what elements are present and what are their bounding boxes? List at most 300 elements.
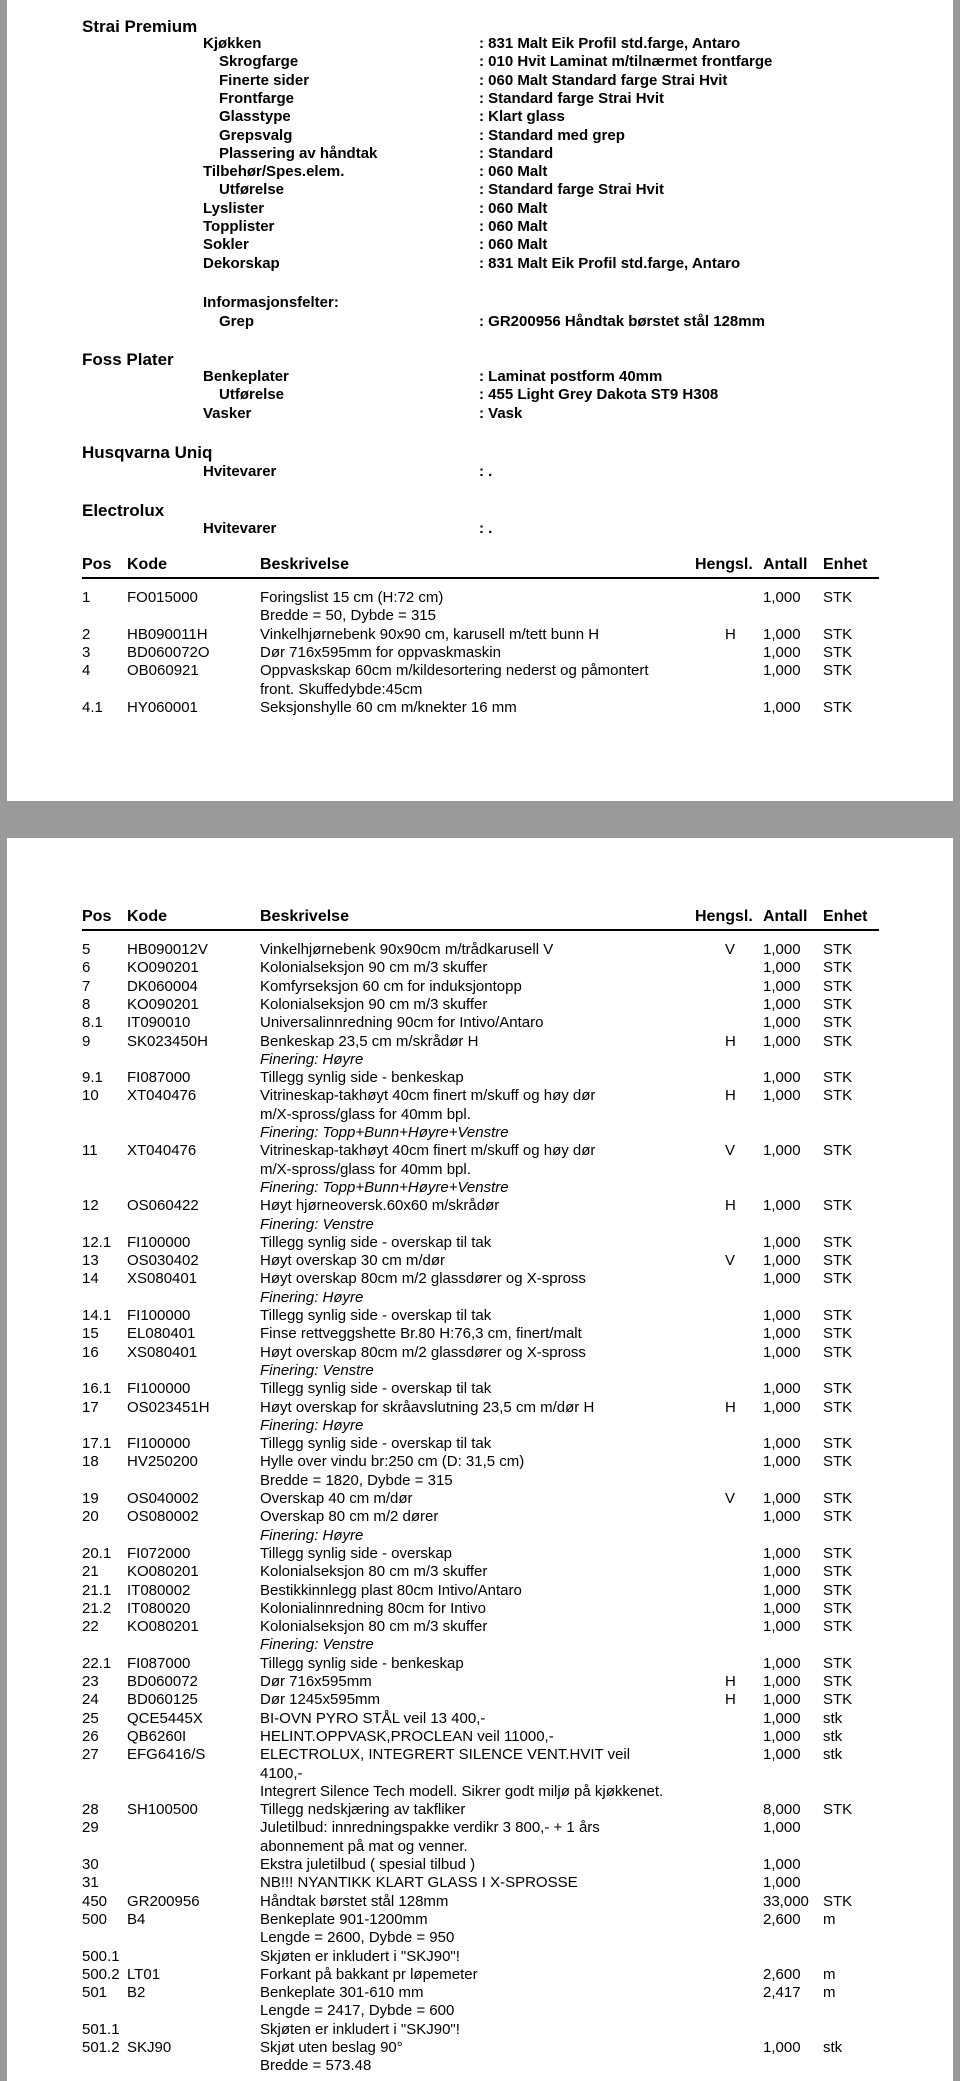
cell-kode: KO080201 [127, 1563, 199, 1581]
cell-enhet: STK [823, 1325, 853, 1343]
table-row [7, 1545, 953, 1563]
table-row [7, 1838, 953, 1856]
spec-label: Glasstype [219, 108, 291, 126]
table-row [7, 1490, 953, 1508]
cell-pos: 11 [82, 1142, 98, 1160]
cell-beskrivelse: Finering: Høyre [260, 1526, 364, 1544]
cell-kode: GR200956 [127, 1892, 200, 1910]
cell-antall: 8,000 [763, 1801, 801, 1819]
table-row [7, 1344, 953, 1362]
cell-antall: 1,000 [763, 1087, 801, 1105]
table-row [7, 1197, 953, 1215]
cell-antall: 1,000 [763, 1398, 801, 1416]
col-kode: Kode [127, 908, 167, 925]
cell-antall: 1,000 [763, 1252, 801, 1270]
table-row [7, 644, 953, 662]
cell-beskrivelse: Overskap 40 cm m/dør [260, 1490, 413, 1507]
cell-beskrivelse: Vinkelhjørnebenk 90x90 cm, karusell m/tett bunn H [260, 625, 600, 643]
cell-antall: 1,000 [763, 1544, 801, 1562]
cell-pos: 10 [82, 1087, 99, 1105]
cell-antall: 33,000 [763, 1892, 809, 1910]
cell-enhet: STK [823, 1343, 853, 1361]
spec-value: : 831 Malt Eik Profil std.farge, Antaro [479, 35, 741, 52]
table-row [7, 1563, 953, 1581]
table-row [7, 1710, 953, 1728]
table-row [7, 1966, 953, 1984]
spec-label: Tilbehør/Spes.elem. [203, 163, 345, 181]
table-row [7, 1380, 953, 1398]
cell-hengsl: H [725, 1032, 736, 1050]
table-row [7, 1270, 953, 1288]
cell-beskrivelse: abonnement på mat og venner. [260, 1837, 468, 1855]
table-row [7, 2002, 953, 2020]
cell-beskrivelse: Overskap 80 cm m/2 dører [260, 1508, 439, 1526]
cell-antall: 1,000 [763, 1654, 801, 1672]
spec-value: : 831 Malt Eik Profil std.farge, Antaro [479, 254, 741, 272]
cell-enhet: STK [823, 1508, 853, 1526]
cell-kode: OS040002 [127, 1490, 199, 1507]
cell-enhet: STK [823, 1380, 853, 1398]
cell-antall: 2,600 [763, 1910, 801, 1928]
hvitevarer-value-2: : . [479, 520, 493, 537]
cell-pos: 27 [82, 1746, 99, 1764]
table-row [7, 2039, 953, 2057]
table-row [7, 1087, 953, 1105]
section-title-strai: Strai Premium [82, 17, 198, 36]
table-row [7, 1929, 953, 1947]
cell-enhet: m [823, 1910, 836, 1928]
table-row [7, 1874, 953, 1892]
page-2 [7, 838, 953, 2081]
cell-antall: 1,000 [763, 643, 801, 661]
cell-beskrivelse: front. Skuffedybde:45cm [260, 680, 423, 698]
cell-beskrivelse: Skjøten er inkludert i "SKJ90"! [260, 1947, 460, 1965]
cell-pos: 14 [82, 1270, 99, 1288]
spec-value: : 060 Malt [479, 236, 548, 254]
cell-beskrivelse: Benkeskap 23,5 cm m/skrådør H [260, 1032, 479, 1050]
cell-kode: DK060004 [127, 977, 198, 995]
cell-antall: 1,000 [763, 941, 801, 958]
cell-antall: 1,000 [763, 2039, 801, 2056]
cell-beskrivelse: Finering: Høyre [260, 1288, 364, 1306]
cell-enhet: STK [823, 1490, 853, 1507]
cell-enhet: m [823, 1965, 836, 1983]
cell-kode: HV250200 [127, 1453, 198, 1471]
cell-beskrivelse: Forkant på bakkant pr løpemeter [260, 1965, 478, 1983]
table-row [7, 626, 953, 644]
cell-pos: 16 [82, 1343, 99, 1361]
cell-antall: 2,417 [763, 1984, 801, 2002]
cell-pos: 8 [82, 995, 91, 1013]
spec-label: Finerte sider [219, 71, 310, 89]
spec-label: Utførelse [219, 181, 285, 199]
hvitevarer-label-2: Hvitevarer [203, 520, 277, 537]
table-row [7, 996, 953, 1014]
cell-kode: B2 [127, 1984, 146, 2002]
table-row [7, 607, 953, 625]
cell-antall: 1,000 [763, 589, 801, 606]
spec-value: : Klart glass [479, 108, 565, 126]
cell-enhet: m [823, 1984, 836, 2002]
cell-pos: 26 [82, 1727, 99, 1745]
cell-beskrivelse: Tillegg synlig side - overskap [260, 1544, 453, 1562]
cell-enhet: STK [823, 643, 853, 661]
cell-beskrivelse: Kolonialseksjon 90 cm m/3 skuffer [260, 995, 488, 1013]
cell-beskrivelse: Vitrineskap-takhøyt 40cm finert m/skuff og høy dør [260, 1142, 596, 1160]
info-value: : GR200956 Håndtak børstet stål 128mm [479, 313, 765, 330]
cell-pos: 450 [82, 1892, 108, 1910]
table-row [7, 589, 953, 607]
cell-beskrivelse: Høyt overskap 80cm m/2 glassdører og X-spross [260, 1270, 586, 1288]
cell-antall: 1,000 [763, 1673, 801, 1690]
cell-kode: OB060921 [127, 662, 199, 680]
cell-beskrivelse: Kolonialseksjon 80 cm m/3 skuffer [260, 1563, 488, 1581]
cell-beskrivelse: Bredde = 573.48 [260, 2057, 372, 2075]
col-enhet: Enhet [823, 908, 868, 925]
table-row [7, 1655, 953, 1673]
cell-hengsl: H [725, 1673, 736, 1690]
cell-antall: 1,000 [763, 1307, 801, 1324]
cell-enhet: stk [823, 1709, 843, 1727]
cell-pos: 25 [82, 1709, 99, 1727]
cell-antall: 1,000 [763, 1325, 801, 1343]
cell-antall: 1,000 [763, 1014, 801, 1032]
cell-pos: 31 [82, 1874, 99, 1892]
table-row [7, 1289, 953, 1307]
spec-label: Utførelse [219, 386, 285, 404]
cell-beskrivelse: Tillegg nedskjæring av takfliker [260, 1801, 466, 1819]
cell-pos: 21.1 [82, 1581, 112, 1599]
cell-beskrivelse: Kolonialseksjon 80 cm m/3 skuffer [260, 1618, 488, 1636]
cell-enhet: STK [823, 1197, 853, 1215]
table-row [7, 1819, 953, 1837]
section-title-husqvarna: Husqvarna Uniq [82, 443, 213, 462]
table-row [7, 1106, 953, 1124]
cell-antall: 1,000 [763, 625, 801, 643]
cell-enhet: STK [823, 1435, 853, 1453]
cell-beskrivelse: Skjøten er inkludert i "SKJ90"! [260, 2020, 460, 2038]
cell-enhet: STK [823, 1453, 853, 1471]
cell-enhet: STK [823, 698, 853, 716]
cell-pos: 22 [82, 1618, 99, 1636]
cell-kode: XS080401 [127, 1343, 198, 1361]
cell-hengsl: H [725, 1398, 736, 1416]
section-title-electrolux: Electrolux [82, 501, 165, 520]
cell-antall: 1,000 [763, 1727, 801, 1745]
cell-pos: 20.1 [82, 1544, 112, 1562]
cell-enhet: STK [823, 625, 853, 643]
table-row [7, 1216, 953, 1234]
table-row [7, 1325, 953, 1343]
cell-pos: 501 [82, 1984, 108, 2002]
cell-enhet: STK [823, 1014, 853, 1032]
cell-kode: IT080002 [127, 1581, 191, 1599]
cell-beskrivelse: Finering: Venstre [260, 1215, 374, 1233]
spec-label: Benkeplater [203, 368, 289, 385]
spec-value: : Standard farge Strai Hvit [479, 89, 665, 107]
cell-antall: 1,000 [763, 1746, 801, 1764]
cell-kode: OS060422 [127, 1197, 199, 1215]
cell-pos: 22.1 [82, 1654, 112, 1672]
cell-kode: HB090011H [127, 625, 208, 643]
col-beskrivelse: Beskrivelse [260, 908, 349, 925]
cell-antall: 1,000 [763, 1069, 801, 1087]
cell-pos: 7 [82, 977, 91, 995]
table-row [7, 1399, 953, 1417]
cell-beskrivelse: Seksjonshylle 60 cm m/knekter 16 mm [260, 698, 517, 716]
cell-kode: SH100500 [127, 1801, 198, 1819]
cell-beskrivelse: Bredde = 50, Dybde = 315 [260, 607, 436, 625]
cell-hengsl: H [725, 625, 736, 643]
cell-enhet: STK [823, 1087, 853, 1105]
table-row [7, 1362, 953, 1380]
cell-pos: 20 [82, 1508, 99, 1526]
cell-beskrivelse: Bredde = 1820, Dybde = 315 [260, 1471, 453, 1489]
table-row [7, 1600, 953, 1618]
cell-pos: 18 [82, 1453, 99, 1471]
cell-kode: OS080002 [127, 1508, 199, 1526]
cell-kode: BD060072O [127, 643, 210, 661]
table-row [7, 1636, 953, 1654]
cell-beskrivelse: Foringslist 15 cm (H:72 cm) [260, 589, 444, 606]
cell-antall: 1,000 [763, 1233, 801, 1251]
table-row [7, 699, 953, 717]
cell-antall: 1,000 [763, 1618, 801, 1636]
table-row [7, 1911, 953, 1929]
spec-value: : 060 Malt Standard farge Strai Hvit [479, 71, 728, 89]
table-row [7, 1984, 953, 2002]
cell-enhet: stk [823, 1746, 843, 1764]
cell-pos: 14.1 [82, 1307, 112, 1324]
cell-antall: 1,000 [763, 1709, 801, 1727]
cell-beskrivelse: Benkeplate 901-1200mm [260, 1910, 428, 1928]
cell-beskrivelse: Vinkelhjørnebenk 90x90cm m/trådkarusell V [260, 941, 554, 958]
header-rule-1 [82, 577, 879, 579]
cell-enhet: STK [823, 1673, 853, 1690]
header-rule-2 [82, 929, 879, 931]
cell-kode: FI100000 [127, 1435, 191, 1453]
cell-beskrivelse: Integrert Silence Tech modell. Sikrer godt miljø på kjøkkenet. [260, 1782, 664, 1800]
spec-value: : 010 Hvit Laminat m/tilnærmet frontfarge [479, 53, 773, 71]
table-row [7, 959, 953, 977]
cell-kode: FI100000 [127, 1307, 191, 1324]
table-row [7, 1527, 953, 1545]
col-hengsl: Hengsl. [695, 908, 753, 925]
cell-kode: QCE5445X [127, 1709, 203, 1727]
cell-enhet: STK [823, 662, 853, 680]
cell-pos: 500 [82, 1910, 108, 1928]
table-row [7, 1582, 953, 1600]
cell-enhet: STK [823, 959, 853, 977]
cell-beskrivelse: Håndtak børstet stål 128mm [260, 1892, 449, 1910]
col-antall: Antall [763, 908, 808, 925]
table-row [7, 1142, 953, 1160]
cell-enhet: STK [823, 1307, 853, 1324]
cell-pos: 19 [82, 1490, 99, 1507]
cell-hengsl: H [725, 1691, 736, 1709]
cell-antall: 1,000 [763, 1197, 801, 1215]
cell-beskrivelse: Komfyrseksjon 60 cm for induksjontopp [260, 977, 522, 995]
cell-kode: HY060001 [127, 698, 198, 716]
table-row [7, 2021, 953, 2039]
cell-pos: 6 [82, 959, 91, 977]
cell-kode: QB6260I [127, 1727, 187, 1745]
cell-beskrivelse: Høyt overskap 80cm m/2 glassdører og X-spross [260, 1343, 586, 1361]
cell-antall: 1,000 [763, 1874, 801, 1892]
spec-value: : 060 Malt [479, 218, 548, 235]
table-row [7, 1124, 953, 1142]
table-row [7, 1234, 953, 1252]
col-beskrivelse: Beskrivelse [260, 556, 349, 573]
cell-beskrivelse: Juletilbud: innredningspakke verdikr 3 800,- + 1 års [260, 1819, 600, 1837]
cell-pos: 9 [82, 1032, 91, 1050]
cell-beskrivelse: Vitrineskap-takhøyt 40cm finert m/skuff og høy dør [260, 1087, 596, 1105]
cell-beskrivelse: Lengde = 2600, Dybde = 950 [260, 1929, 455, 1947]
cell-antall: 1,000 [763, 1508, 801, 1526]
cell-antall: 1,000 [763, 995, 801, 1013]
table-row [7, 1161, 953, 1179]
cell-enhet: STK [823, 1618, 853, 1636]
cell-enhet: STK [823, 941, 853, 958]
spec-value: : 060 Malt [479, 163, 548, 181]
spec-label: Topplister [203, 218, 275, 235]
col-kode: Kode [127, 556, 167, 573]
cell-kode: FO015000 [127, 589, 198, 606]
table-row [7, 1014, 953, 1032]
spec-value: : 455 Light Grey Dakota ST9 H308 [479, 386, 719, 404]
cell-enhet: STK [823, 995, 853, 1013]
cell-antall: 1,000 [763, 698, 801, 716]
cell-beskrivelse: Finse rettveggshette Br.80 H:76,3 cm, finert/malt [260, 1325, 582, 1343]
cell-pos: 28 [82, 1801, 99, 1819]
page-1 [7, 0, 953, 801]
cell-antall: 1,000 [763, 1380, 801, 1398]
cell-enhet: STK [823, 1069, 853, 1087]
cell-kode: OS030402 [127, 1252, 199, 1270]
cell-beskrivelse: Finering: Høyre [260, 1416, 364, 1434]
cell-kode: FI100000 [127, 1233, 191, 1251]
table-header-1 [7, 556, 953, 574]
cell-pos: 15 [82, 1325, 99, 1343]
cell-beskrivelse: Finering: Topp+Bunn+Høyre+Venstre [260, 1178, 509, 1196]
cell-enhet: STK [823, 977, 853, 995]
cell-beskrivelse: Tillegg synlig side - overskap til tak [260, 1435, 492, 1453]
cell-kode: B4 [127, 1910, 146, 1928]
cell-pos: 3 [82, 643, 91, 661]
cell-antall: 1,000 [763, 977, 801, 995]
cell-antall: 1,000 [763, 1270, 801, 1288]
hvitevarer-label-1: Hvitevarer [203, 463, 277, 480]
cell-pos: 1 [82, 589, 91, 606]
table-row [7, 681, 953, 699]
cell-hengsl: V [725, 941, 736, 958]
spec-label: Dekorskap [203, 254, 280, 272]
cell-antall: 1,000 [763, 1435, 801, 1453]
cell-beskrivelse: Bestikkinnlegg plast 80cm Intivo/Antaro [260, 1581, 522, 1599]
spec-label: Frontfarge [219, 89, 294, 107]
cell-kode: OS023451H [127, 1398, 210, 1416]
cell-enhet: STK [823, 1252, 853, 1270]
cell-enhet: stk [823, 1727, 843, 1745]
table-row [7, 1801, 953, 1819]
table-row [7, 662, 953, 680]
spec-value: : Laminat postform 40mm [479, 368, 663, 385]
cell-pos: 21.2 [82, 1599, 112, 1617]
cell-kode: FI072000 [127, 1544, 191, 1562]
cell-kode: IT080020 [127, 1599, 191, 1617]
cell-kode: XS080401 [127, 1270, 198, 1288]
cell-beskrivelse: Dør 716x595mm for oppvaskmaskin [260, 643, 501, 661]
cell-beskrivelse: Tillegg synlig side - overskap til tak [260, 1307, 492, 1324]
table-row [7, 1765, 953, 1783]
cell-enhet: STK [823, 1691, 853, 1709]
table-row [7, 1453, 953, 1471]
cell-pos: 500.1 [82, 1947, 120, 1965]
table-row [7, 1856, 953, 1874]
spec-value: : Vask [479, 404, 523, 422]
table-row [7, 1069, 953, 1087]
cell-beskrivelse: Hylle over vindu br:250 cm (D: 31,5 cm) [260, 1453, 525, 1471]
cell-beskrivelse: Finering: Venstre [260, 1361, 374, 1379]
cell-beskrivelse: Universalinnredning 90cm for Intivo/Antaro [260, 1014, 544, 1032]
cell-beskrivelse: Dør 716x595mm [260, 1673, 372, 1690]
cell-pos: 4.1 [82, 698, 103, 716]
cell-beskrivelse: m/X-spross/glass for 40mm bpl. [260, 1105, 471, 1123]
table-row [7, 2057, 953, 2075]
cell-pos: 24 [82, 1691, 99, 1709]
table-row [7, 1472, 953, 1490]
info-label: Grep [219, 313, 255, 330]
col-antall: Antall [763, 556, 808, 573]
cell-beskrivelse: Kolonialinnredning 80cm for Intivo [260, 1599, 486, 1617]
cell-enhet: STK [823, 1398, 853, 1416]
cell-beskrivelse: Skjøt uten beslag 90° [260, 2039, 403, 2056]
table-row [7, 1179, 953, 1197]
cell-kode: IT090010 [127, 1014, 191, 1032]
spec-label: Lyslister [203, 199, 265, 217]
cell-antall: 1,000 [763, 1453, 801, 1471]
spec-label: Sokler [203, 236, 249, 254]
cell-beskrivelse: BI-OVN PYRO STÅL veil 13 400,- [260, 1709, 486, 1727]
cell-pos: 17.1 [82, 1435, 112, 1453]
cell-hengsl: V [725, 1142, 736, 1160]
cell-hengsl: H [725, 1197, 736, 1215]
table-row [7, 1746, 953, 1764]
cell-kode: FI087000 [127, 1069, 191, 1087]
table-row [7, 1033, 953, 1051]
cell-beskrivelse: 4100,- [260, 1764, 303, 1782]
spec-label: Skrogfarge [219, 53, 299, 71]
cell-antall: 1,000 [763, 1343, 801, 1361]
table-row [7, 1783, 953, 1801]
cell-kode: SKJ90 [127, 2039, 172, 2056]
cell-antall: 1,000 [763, 1563, 801, 1581]
cell-beskrivelse: Finering: Topp+Bunn+Høyre+Venstre [260, 1124, 509, 1141]
spec-value: : Standard farge Strai Hvit [479, 181, 665, 199]
cell-kode: KO090201 [127, 995, 199, 1013]
cell-beskrivelse: Tillegg synlig side - benkeskap [260, 1654, 464, 1672]
table-row [7, 1948, 953, 1966]
table-row [7, 1691, 953, 1709]
cell-enhet: STK [823, 1233, 853, 1251]
cell-enhet: STK [823, 1892, 853, 1910]
cell-kode: SK023450H [127, 1032, 208, 1050]
table-row [7, 941, 953, 959]
table-row [7, 1252, 953, 1270]
cell-pos: 2 [82, 625, 91, 643]
cell-beskrivelse: Tillegg synlig side - overskap til tak [260, 1233, 492, 1251]
cell-kode: XT040476 [127, 1142, 197, 1160]
